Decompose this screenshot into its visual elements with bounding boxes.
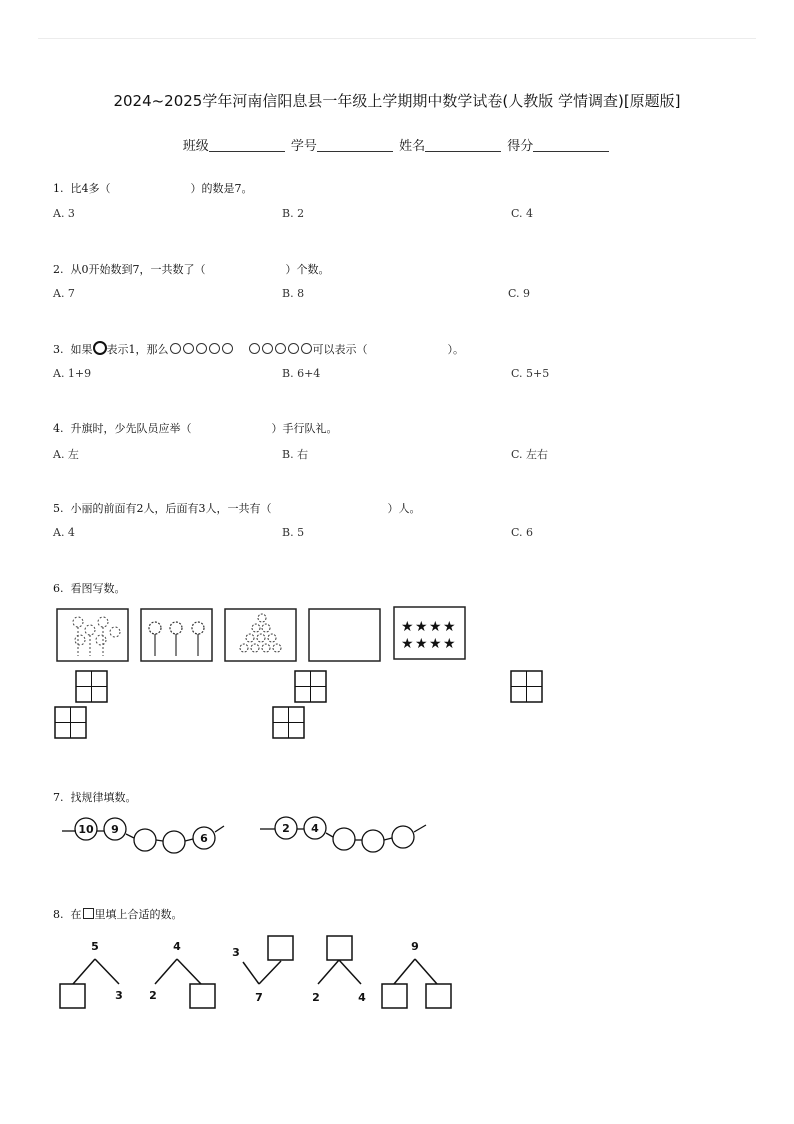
question-number: 2. [53, 263, 64, 276]
chain1-node-5-label: 6 [200, 832, 208, 845]
question-text: 小丽的前面有2人，后面有3人，一共有（ [70, 502, 272, 515]
option-b[interactable]: B. 2 [282, 207, 305, 220]
number-tree-1 [60, 959, 119, 1008]
chain-node [134, 829, 156, 851]
question-text: ）人。 [387, 502, 421, 515]
tree2-left: 2 [149, 989, 157, 1002]
option-a[interactable]: A. 3 [53, 207, 75, 220]
tree3-bottom: 7 [255, 991, 263, 1004]
question-number: 7. [53, 791, 64, 804]
option-a[interactable]: A. 1+9 [53, 367, 92, 380]
star-icon: ★ [401, 636, 414, 652]
star-icon: ★ [429, 619, 442, 635]
star-icon: ★ [443, 636, 456, 652]
name-label: 姓名 [399, 139, 426, 154]
option-a[interactable]: A. 4 [53, 526, 75, 539]
option-b[interactable]: B. 5 [282, 526, 305, 539]
answer-grid-1[interactable] [76, 671, 107, 702]
question-text: ）个数。 [285, 263, 330, 276]
id-label: 学号 [290, 139, 317, 154]
chain1-node-1-label: 10 [78, 823, 94, 836]
score-label: 得分 [507, 139, 534, 154]
tree1-right: 3 [115, 989, 123, 1002]
number-tree-2 [155, 959, 215, 1008]
answer-box[interactable] [327, 936, 352, 960]
question-number: 5. [53, 502, 64, 515]
number-tree-4 [318, 936, 361, 984]
tree4-left: 2 [312, 991, 320, 1004]
answer-box[interactable] [382, 984, 407, 1008]
question-text: 看图写数。 [70, 582, 126, 595]
question-text: ）手行队礼。 [271, 422, 338, 435]
answer-grid-5[interactable] [273, 707, 304, 738]
question-text: 从0开始数到7，一共数了（ [70, 263, 206, 276]
star-icon: ★ [443, 619, 456, 635]
option-c[interactable]: C. 9 [508, 287, 531, 300]
number-tree-5 [382, 959, 451, 1008]
question-text: ）。 [447, 343, 464, 356]
question-number: 8. [53, 908, 64, 921]
star-icon: ★ [415, 636, 428, 652]
question-text: 可以表示（ [312, 343, 368, 356]
option-c[interactable]: C. 4 [511, 207, 534, 220]
answer-box[interactable] [268, 936, 293, 960]
option-b[interactable]: B. 右 [282, 448, 309, 461]
answer-grid-4[interactable] [55, 707, 86, 738]
answer-box[interactable] [190, 984, 215, 1008]
question-text: 里填上合适的数。 [94, 908, 183, 921]
question-text: 升旗时，少先队员应举（ [70, 422, 192, 435]
question-text: 表示1，那么 [106, 343, 169, 356]
number-tree-3 [243, 936, 293, 984]
answer-box[interactable] [426, 984, 451, 1008]
tree5-top: 9 [411, 940, 419, 953]
chain2-node-2-label: 4 [311, 822, 319, 835]
question-number: 6. [53, 582, 64, 595]
chain-node [392, 826, 414, 848]
option-a[interactable]: A. 7 [53, 287, 75, 300]
class-label: 班级 [182, 139, 209, 154]
question-text: 找规律填数。 [70, 791, 137, 804]
tree1-top: 5 [91, 940, 99, 953]
question-number: 1. [53, 182, 64, 195]
option-b[interactable]: B. 6+4 [282, 367, 321, 380]
chain-node [163, 831, 185, 853]
option-b[interactable]: B. 8 [282, 287, 305, 300]
question-text: ）的数是7。 [190, 182, 253, 195]
question-number: 4. [53, 422, 64, 435]
chain1-node-2-label: 9 [111, 823, 119, 836]
answer-grid-2[interactable] [295, 671, 326, 702]
chain-node [362, 830, 384, 852]
chain2-node-1-label: 2 [282, 822, 290, 835]
tree3-left: 3 [232, 946, 240, 959]
tree4-right: 4 [358, 991, 366, 1004]
answer-grid-3[interactable] [511, 671, 542, 702]
option-c[interactable]: C. 5+5 [511, 367, 550, 380]
picture-box-2 [141, 609, 212, 661]
picture-box-3 [225, 609, 296, 661]
star-icon: ★ [415, 619, 428, 635]
option-a[interactable]: A. 左 [53, 448, 79, 461]
star-icon: ★ [429, 636, 442, 652]
option-c[interactable]: C. 6 [511, 526, 534, 539]
question-text: 比4多（ [70, 182, 111, 195]
question-text: 如果 [70, 343, 93, 356]
answer-box[interactable] [60, 984, 85, 1008]
picture-box-1 [57, 609, 128, 661]
page-title: 2024~2025学年河南信阳息县一年级上学期期中数学试卷(人教版 学情调查)[原题版] [113, 92, 681, 110]
chain-node [333, 828, 355, 850]
tree2-top: 4 [173, 940, 181, 953]
picture-box-4 [309, 609, 380, 661]
question-number: 3. [53, 343, 64, 356]
picture-box-5 [394, 607, 465, 659]
star-icon: ★ [401, 619, 414, 635]
question-text: 在 [70, 908, 82, 921]
option-c[interactable]: C. 左右 [511, 448, 549, 461]
